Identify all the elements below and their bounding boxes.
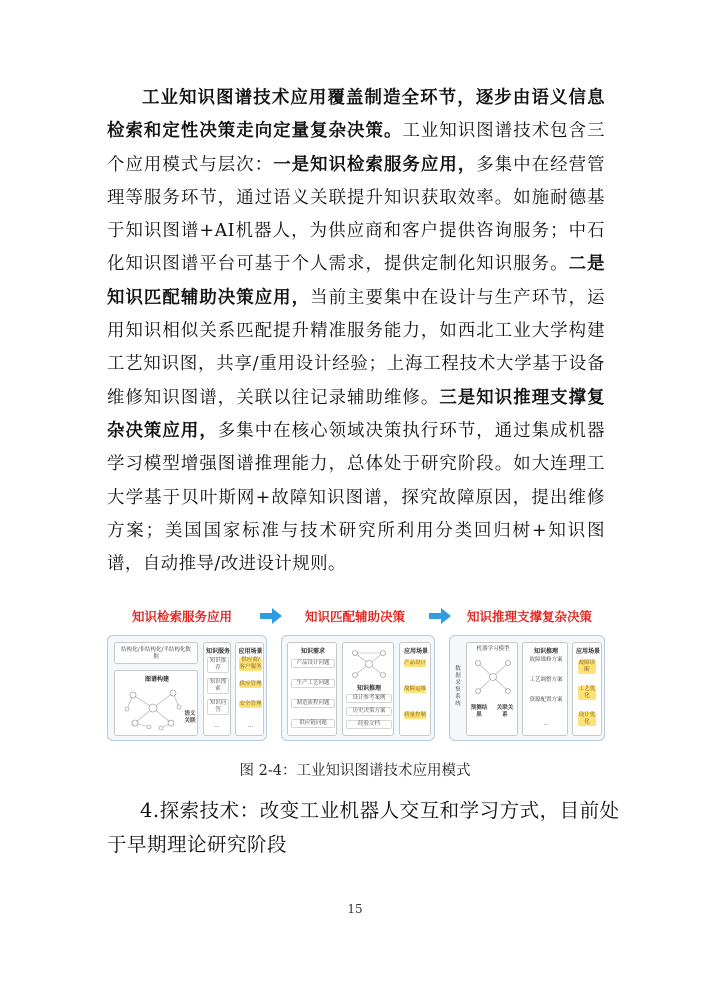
- mode-2-title: 二是知识匹配辅助决策应用，: [107, 254, 605, 308]
- demand-item: 供应链问题: [291, 719, 335, 728]
- scene-item: 故障运维: [404, 686, 427, 692]
- mode-2-text: 当前主要集中在设计与生产环节，运用知识相似关系匹配提升精准服务能力，如西北工业大学构建工艺知识图，共享/重用设计经验；上海工程技术大学基于设备维修知识图谱，关联以往记录辅助维修。: [107, 287, 605, 408]
- figure-caption: 图 2-4：工业知识图谱技术应用模式: [239, 763, 471, 779]
- scene-box: [572, 642, 602, 736]
- knowledge-graph-icon: [123, 685, 183, 731]
- service-item: 知识推荐: [207, 657, 229, 673]
- data-types-label: 结构化/非结构化/半结构化数据: [121, 647, 191, 660]
- scene-box: [235, 642, 264, 736]
- stage-title-matching: 知识匹配辅助决策: [304, 609, 405, 624]
- scene-header: 应用场景: [575, 648, 600, 655]
- mode-1-text: 多集中在经营管理等服务环节，通过语义关联提升知识获取效率。如施耐德基于知识图谱+AI机器人，为供应商和客户提供咨询服务；中石化知识图谱平台可基于个人需求，提供定制化知识服务。: [107, 154, 605, 275]
- section-heading-line-1: 4.探索技术：改变工业机器人交互和学习方式，目前处: [140, 799, 620, 822]
- reasoning-box: [522, 642, 568, 736]
- intro-text: 工业知识图谱技术包含三个应用模式与层次：: [107, 121, 605, 175]
- predict-label: 预测结果: [470, 705, 488, 718]
- graph-build-box: [114, 670, 198, 736]
- service-item: ...: [214, 723, 220, 729]
- mode-1-title: 一是知识检索服务应用，: [273, 154, 477, 175]
- scene-item: 质量控制: [404, 712, 427, 718]
- panel-retrieval: [107, 635, 267, 741]
- scene-item: 安全管理: [239, 701, 262, 707]
- stage-title-retrieval: 知识检索服务应用: [131, 609, 232, 624]
- knowledge-graph-icon: [347, 647, 391, 681]
- data-source-box: [114, 642, 198, 664]
- section-heading-line-2: 于早期理论研究阶段: [107, 833, 288, 856]
- reasoning-item: 经验文档: [346, 720, 392, 729]
- semantic-link-label: 语义关联: [184, 711, 196, 724]
- panel-matching: [281, 635, 435, 741]
- reasoning-box: [342, 642, 394, 736]
- scene-box: [399, 642, 431, 736]
- scene-item: 设计优化: [578, 712, 596, 725]
- reasoning-item: 历史决策方案: [346, 707, 392, 716]
- scene-item: 供应管理: [239, 681, 262, 687]
- arrow-right-icon: [429, 608, 451, 624]
- service-item: 知识搜索: [207, 678, 229, 694]
- data-collection-label: 数据采集系统: [455, 666, 461, 707]
- page-number: 15: [347, 902, 363, 916]
- panel-reasoning: [449, 635, 605, 741]
- service-header: 知识服务: [205, 648, 230, 655]
- scene-item: 工艺优化: [578, 686, 596, 699]
- scene-item: ...: [247, 723, 254, 729]
- body-paragraph: [107, 82, 605, 581]
- demand-item: 生产工艺问题: [291, 679, 335, 688]
- reasoning-item: 故障维修方案: [529, 657, 563, 663]
- model-label: 机器学习模型: [476, 646, 510, 652]
- model-box: [466, 642, 518, 736]
- stage-title-reasoning: 知识推理支撑复杂决策: [466, 609, 592, 624]
- mode-3-title: 三是知识推理支撑复杂决策应用，: [107, 387, 605, 441]
- knowledge-graph-icon: [472, 657, 514, 697]
- reasoning-item: 工艺调整方案: [529, 677, 563, 683]
- reasoning-header: 知识推理: [533, 648, 558, 655]
- lead-bold: 工业知识图谱技术应用覆盖制造全环节，逐步由语义信息检索和定性决策走向定量复杂决策。: [107, 88, 605, 142]
- demand-item: 制造流程问题: [291, 699, 335, 708]
- scene-item: 故障诊断: [578, 660, 596, 673]
- mode-3-text: 多集中在核心领域决策执行环节，通过集成机器学习模型增强图谱推理能力，总体处于研究阶段。如大连理工大学基于贝叶斯网+故障知识图谱，探究故障原因，提出维修方案；美国国家标准与技术研究所利用分类回归树+知识图谱，自动推导/改进设计规则。: [107, 420, 605, 575]
- knowledge-service-box: [203, 642, 231, 736]
- reasoning-item: 资源配置方案: [529, 697, 563, 703]
- demand-header: 知识需求: [300, 648, 325, 655]
- scene-item: 产品设计: [404, 660, 427, 666]
- reasoning-header: 知识推理: [356, 685, 381, 692]
- demand-box: [287, 642, 337, 736]
- scene-header: 应用场景: [403, 648, 428, 655]
- arrow-right-icon: [260, 608, 282, 624]
- relation-label: 关联关系: [496, 705, 514, 718]
- reasoning-item: ...: [543, 721, 549, 727]
- graph-build-label: 图谱构建: [144, 676, 169, 683]
- scene-item: 供应商/客户服务: [239, 657, 262, 670]
- application-modes-figure: [107, 603, 605, 743]
- reasoning-item: 设计参考案例: [346, 694, 392, 703]
- demand-item: 产品设计问题: [291, 659, 335, 668]
- service-item: 知识问答: [207, 699, 229, 715]
- scene-header: 应用场景: [238, 648, 263, 655]
